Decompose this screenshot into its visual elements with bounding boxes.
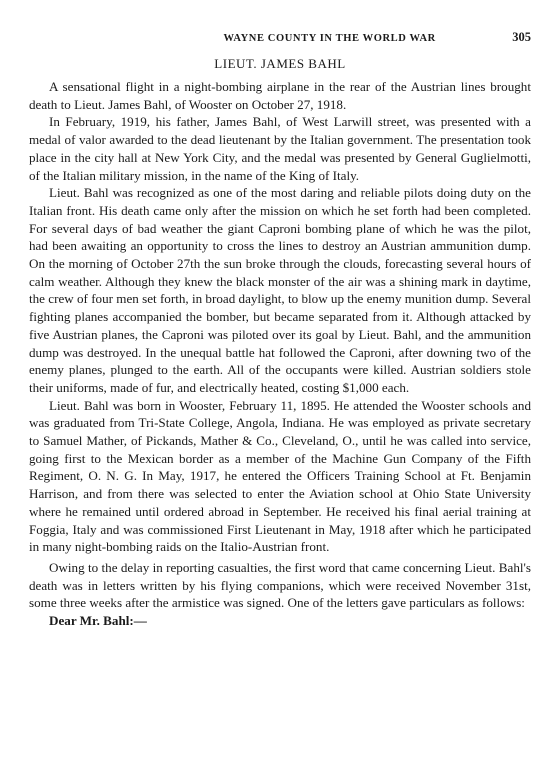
running-title: WAYNE COUNTY IN THE WORLD WAR: [223, 33, 436, 44]
article-body: [29, 78, 531, 630]
paragraph-4: Lieut. Bahl was born in Wooster, February 11, 1895. He attended the Wooster schools and was graduated from Tri-State College, Angola, Indiana. He was employed as private secretary to Samuel Mather, of Pickands, Mather & Co., Cleveland, O., until he was called into service, going first to the Mexican border as a member of the Machine Gun Company of the Fifth Regiment, O. N. G. In May, 1917, he entered the Officers Training School at Ft. Benjamin Harrison, and from there was selected to enter the Aviation school at Ohio State University where he remained until ordered abroad in September. He received his final aerial training at Foggia, Italy and was commissioned First Lieutenant in May, 1918 after which he participated in many night-bombing raids on the Italio-Austrian front.: [29, 397, 531, 555]
book-page: [29, 30, 531, 630]
paragraph-1: A sensational flight in a night-bombing airplane in the rear of the Austrian lines brought death to Lieut. James Bahl, of Wooster on October 27, 1918.: [29, 79, 531, 112]
paragraph-5: Owing to the delay in reporting casualties, the first word that came concerning Lieut. Bahl's death was in letters written by his flying companions, which were received November 31st, some three weeks after the armistice was signed. One of the letters gave particulars as follows:: [29, 559, 531, 611]
page-number: 305: [512, 30, 531, 44]
article-title: LIEUT. JAMES BAHL: [214, 56, 346, 71]
letter-salutation: Dear Mr. Bahl:—: [49, 613, 147, 629]
paragraph-3: Lieut. Bahl was recognized as one of the most daring and reliable pilots doing duty on the Italian front. His death came only after the mission on which he set forth had been completed. For several days of bad weather the giant Caproni bombing plane of which he was the pilot, had been awaiting an opportunity to cross the lines to destroy an Austrian ammunition dump. On the morning of October 27th the sun broke through the clouds, forecasting several hours of calm weather. Although they knew the black monster of the air was a shining mark in daytime, the crew of four men set forth, in broad daylight, to blow up the enemy munition dump. Several fighting planes accompanied the bomber, but became separated from it. Although attacked by five Austrian planes, the Caproni was piloted over its goal by Lieut. Bahl, and the ammunition dump was destroyed. In the unequal battle hat followed the Caproni, after downing two of the enemy planes, plunged to the earth. All of the occupants were killed. Austrian soldiers stole their uniforms, made of fur, and electrically heated, costing $1,000 each.: [29, 185, 531, 395]
running-head: [29, 30, 531, 48]
paragraph-2: In February, 1919, his father, James Bahl, of West Larwill street, was presented with a medal of valor awarded to the dead lieutenant by the Italian government. The presentation took place in the city hall at New York City, and the medal was presented by General Guglielmotti, of the Italian military mission, in the name of the King of Italy.: [29, 114, 531, 183]
